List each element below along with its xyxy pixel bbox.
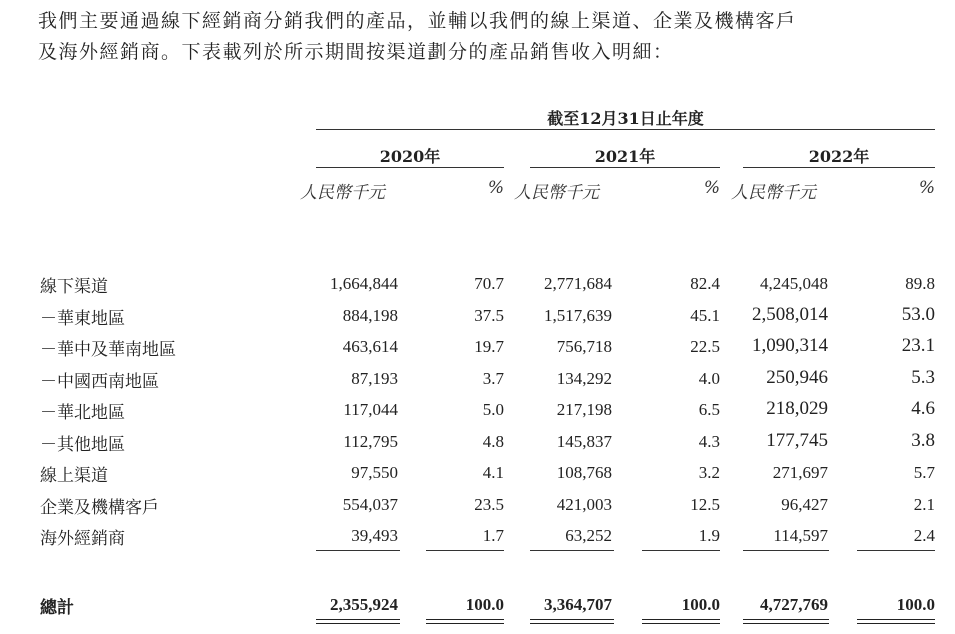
cell-2021-amount: 134,292 [556, 369, 612, 388]
total-2020-pct: 100.0 [465, 595, 504, 614]
cell-2022-pct: 53.0 [901, 304, 935, 325]
cell-2022-pct: 2.1 [913, 495, 935, 514]
cell-2022-pct: 23.1 [901, 335, 935, 356]
total-double-rule [530, 619, 614, 624]
total-double-rule [743, 619, 829, 624]
subtotal-rule [530, 550, 614, 551]
cell-2021-amount: 217,198 [556, 400, 612, 419]
cell-2022-pct: 2.4 [913, 526, 935, 545]
cell-2020-pct: 70.7 [474, 274, 504, 293]
cell-2020-amount: 1,664,844 [330, 274, 398, 293]
row-label: 海外經銷商 [40, 529, 125, 549]
cell-2021-pct: 45.1 [690, 306, 720, 325]
row-label: 線上渠道 [40, 466, 108, 486]
cell-2020-amount: 117,044 [343, 400, 398, 419]
cell-2020-pct: 4.1 [482, 463, 504, 482]
cell-2021-amount: 1,517,639 [544, 306, 612, 325]
cell-2020-amount: 39,493 [351, 526, 398, 545]
row-label: 線下渠道 [40, 277, 108, 297]
total-double-rule [642, 619, 720, 624]
pct-label-2020: % [487, 178, 504, 198]
row-label: －中國西南地區 [40, 372, 159, 392]
cell-2022-pct: 5.7 [913, 463, 935, 482]
cell-2021-pct: 4.3 [698, 432, 720, 451]
unit-label-2020: 人民幣千元 [300, 183, 385, 203]
total-2021-pct: 100.0 [681, 595, 720, 614]
subtotal-rule [642, 550, 720, 551]
cell-2021-pct: 1.9 [698, 526, 720, 545]
row-label: －華北地區 [40, 403, 125, 423]
cell-2021-amount: 421,003 [556, 495, 612, 514]
cell-2022-amount: 4,245,048 [760, 274, 828, 293]
cell-2022-amount: 218,029 [766, 398, 828, 419]
subtotal-rule [426, 550, 504, 551]
cell-2022-amount: 96,427 [781, 495, 828, 514]
cell-2021-pct: 12.5 [690, 495, 720, 514]
row-label: －華東地區 [40, 309, 125, 329]
cell-2020-pct: 19.7 [474, 337, 504, 356]
year-header-2021: 2021年 [594, 147, 656, 166]
row-label: －華中及華南地區 [40, 340, 176, 360]
cell-2021-amount: 2,771,684 [544, 274, 612, 293]
intro-line-1: 我們主要通過線下經銷商分銷我們的產品，並輔以我們的線上渠道、企業及機構客戶 [38, 10, 797, 32]
cell-2021-amount: 63,252 [565, 526, 612, 545]
cell-2020-amount: 554,037 [342, 495, 398, 514]
cell-2022-amount: 114,597 [773, 526, 828, 545]
total-double-rule [426, 619, 504, 624]
cell-2020-amount: 97,550 [351, 463, 398, 482]
cell-2022-amount: 1,090,314 [752, 335, 828, 356]
cell-2020-amount: 463,614 [342, 337, 398, 356]
cell-2022-pct: 89.8 [905, 274, 935, 293]
total-label: 總計 [40, 598, 74, 618]
cell-2022-pct: 4.6 [911, 398, 935, 419]
cell-2020-pct: 5.0 [482, 400, 504, 419]
unit-label-2021: 人民幣千元 [514, 183, 599, 203]
cell-2021-pct: 4.0 [698, 369, 720, 388]
cell-2021-pct: 22.5 [690, 337, 720, 356]
cell-2022-amount: 177,745 [766, 430, 828, 451]
total-2022-amount: 4,727,769 [760, 595, 828, 614]
cell-2021-amount: 108,768 [556, 463, 612, 482]
intro-line-2: 及海外經銷商。下表載列於所示期間按渠道劃分的產品銷售收入明細： [38, 41, 674, 63]
cell-2021-pct: 6.5 [698, 400, 720, 419]
subtotal-rule [857, 550, 935, 551]
intro-paragraph [38, 6, 943, 68]
cell-2022-pct: 3.8 [911, 430, 935, 451]
cell-2020-amount: 884,198 [342, 306, 398, 325]
cell-2020-pct: 4.8 [482, 432, 504, 451]
year-header-2020: 2020年 [379, 147, 441, 166]
cell-2020-pct: 1.7 [482, 526, 504, 545]
unit-label-2022: 人民幣千元 [731, 183, 816, 203]
cell-2021-amount: 145,837 [556, 432, 612, 451]
pct-label-2021: % [703, 178, 720, 198]
total-double-rule [316, 619, 400, 624]
pct-label-2022: % [918, 178, 935, 198]
year-rule-2021 [530, 167, 720, 168]
cell-2021-pct: 82.4 [690, 274, 720, 293]
row-label: 企業及機構客戶 [40, 498, 159, 518]
cell-2020-pct: 37.5 [474, 306, 504, 325]
period-header: 截至12月31日止年度 [547, 109, 704, 128]
cell-2022-amount: 2,508,014 [752, 304, 828, 325]
cell-2020-pct: 3.7 [482, 369, 504, 388]
cell-2022-amount: 250,946 [766, 367, 828, 388]
year-rule-2020 [316, 167, 504, 168]
total-2022-pct: 100.0 [896, 595, 935, 614]
cell-2020-pct: 23.5 [474, 495, 504, 514]
subtotal-rule [743, 550, 829, 551]
subtotal-rule [316, 550, 400, 551]
row-label: －其他地區 [40, 435, 125, 455]
period-rule [316, 129, 935, 130]
cell-2022-amount: 271,697 [772, 463, 828, 482]
year-header-2022: 2022年 [808, 147, 870, 166]
year-rule-2022 [743, 167, 935, 168]
total-2021-amount: 3,364,707 [544, 595, 612, 614]
total-2020-amount: 2,355,924 [330, 595, 398, 614]
cell-2022-pct: 5.3 [911, 367, 935, 388]
cell-2020-amount: 112,795 [343, 432, 398, 451]
cell-2021-pct: 3.2 [698, 463, 720, 482]
total-double-rule [857, 619, 935, 624]
cell-2021-amount: 756,718 [556, 337, 612, 356]
cell-2020-amount: 87,193 [351, 369, 398, 388]
